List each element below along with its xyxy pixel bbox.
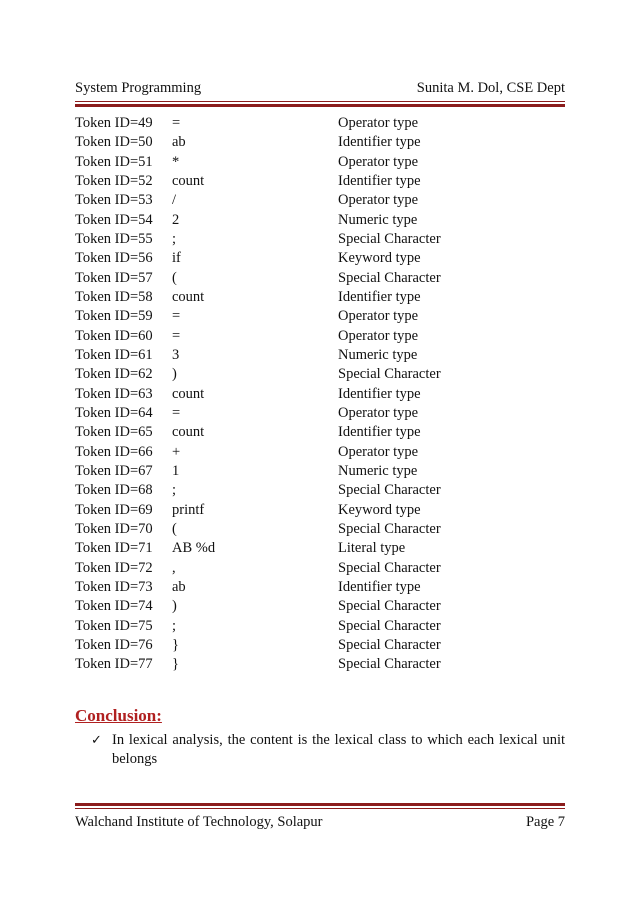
token-id: Token ID=56	[75, 250, 153, 267]
token-id: Token ID=68	[75, 482, 153, 499]
token-id: Token ID=67	[75, 462, 153, 479]
token-lexeme: ;	[172, 230, 177, 247]
token-lexeme: count	[172, 288, 205, 305]
token-type: Identifier type	[338, 134, 421, 151]
token-row	[75, 269, 565, 288]
token-row	[75, 346, 565, 365]
token-lexeme: (	[172, 520, 177, 537]
token-row	[75, 578, 565, 597]
token-type: Operator type	[338, 327, 419, 344]
token-id: Token ID=57	[75, 269, 153, 286]
token-table	[75, 114, 565, 675]
token-id: Token ID=75	[75, 617, 153, 634]
footer-page-number: Page 7	[525, 814, 565, 830]
token-type: Keyword type	[338, 250, 421, 267]
token-lexeme: /	[172, 192, 177, 209]
token-lexeme: count	[172, 172, 205, 189]
token-lexeme: }	[172, 656, 179, 673]
token-row	[75, 520, 565, 539]
token-id: Token ID=50	[75, 134, 153, 151]
token-lexeme: }	[172, 636, 179, 653]
token-type: Special Character	[338, 269, 441, 286]
token-id: Token ID=61	[75, 346, 153, 363]
token-type: Special Character	[338, 656, 441, 673]
token-row	[75, 191, 565, 210]
token-row	[75, 133, 565, 152]
token-type: Literal type	[338, 540, 406, 557]
token-row	[75, 327, 565, 346]
token-id: Token ID=64	[75, 404, 153, 421]
token-id: Token ID=62	[75, 366, 153, 383]
conclusion-bullet	[91, 731, 565, 769]
token-id: Token ID=53	[75, 192, 153, 209]
token-row	[75, 307, 565, 326]
token-id: Token ID=58	[75, 288, 153, 305]
token-row	[75, 462, 565, 481]
token-type: Special Character	[338, 520, 441, 537]
conclusion-bullet-text: In lexical analysis, the content is the lexical class to which each lexical unit belongs	[112, 732, 565, 767]
token-row	[75, 385, 565, 404]
token-type: Identifier type	[338, 385, 421, 402]
footer-rule-thin	[75, 808, 565, 809]
token-type: Operator type	[338, 192, 419, 209]
token-lexeme: 2	[172, 211, 180, 228]
header-author: Sunita M. Dol, CSE Dept	[416, 80, 565, 96]
token-type: Operator type	[338, 443, 419, 460]
token-id: Token ID=69	[75, 501, 153, 518]
token-row	[75, 423, 565, 442]
token-type: Keyword type	[338, 501, 421, 518]
token-row	[75, 481, 565, 500]
token-row	[75, 211, 565, 230]
token-id: Token ID=60	[75, 327, 153, 344]
footer-rule-thick	[75, 803, 565, 806]
conclusion-heading: Conclusion:	[75, 706, 162, 725]
footer-institute: Walchand Institute of Technology, Solapur	[75, 814, 323, 830]
token-lexeme: 3	[172, 346, 180, 363]
token-lexeme: ab	[172, 134, 186, 151]
token-id: Token ID=59	[75, 308, 153, 325]
header-rule-thick	[75, 104, 565, 107]
token-type: Special Character	[338, 482, 441, 499]
token-id: Token ID=63	[75, 385, 153, 402]
token-row	[75, 539, 565, 558]
checkmark-icon: ✓	[91, 733, 102, 748]
header-rule-thin	[75, 101, 565, 102]
token-lexeme: (	[172, 269, 177, 286]
token-row	[75, 365, 565, 384]
token-id: Token ID=74	[75, 598, 153, 615]
token-row	[75, 597, 565, 616]
token-row	[75, 443, 565, 462]
token-type: Identifier type	[338, 288, 421, 305]
token-lexeme: )	[172, 598, 177, 615]
token-type: Identifier type	[338, 172, 421, 189]
token-type: Identifier type	[338, 578, 421, 595]
token-type: Operator type	[338, 153, 419, 170]
token-id: Token ID=71	[75, 540, 153, 557]
token-lexeme: =	[172, 327, 181, 344]
token-id: Token ID=76	[75, 636, 153, 653]
token-row	[75, 501, 565, 520]
token-row	[75, 114, 565, 133]
token-type: Operator type	[338, 404, 419, 421]
token-type: Special Character	[338, 617, 441, 634]
token-lexeme: )	[172, 366, 177, 383]
token-lexeme: =	[172, 404, 181, 421]
token-row	[75, 230, 565, 249]
token-row	[75, 404, 565, 423]
token-type: Numeric type	[338, 462, 418, 479]
page-header	[75, 79, 565, 97]
token-id: Token ID=66	[75, 443, 153, 460]
token-lexeme: +	[172, 443, 181, 460]
token-id: Token ID=55	[75, 230, 153, 247]
token-id: Token ID=52	[75, 172, 153, 189]
token-id: Token ID=49	[75, 115, 153, 131]
token-id: Token ID=72	[75, 559, 153, 576]
token-type: Special Character	[338, 598, 441, 615]
token-row	[75, 153, 565, 172]
page-footer	[75, 813, 565, 831]
token-lexeme: printf	[172, 501, 205, 518]
token-lexeme: if	[172, 250, 181, 267]
token-lexeme: ;	[172, 617, 177, 634]
token-row	[75, 655, 565, 674]
token-lexeme: ab	[172, 578, 186, 595]
token-row	[75, 617, 565, 636]
token-type: Special Character	[338, 636, 441, 653]
token-id: Token ID=54	[75, 211, 153, 228]
token-type: Identifier type	[338, 424, 421, 441]
token-lexeme: AB %d	[172, 540, 216, 557]
token-lexeme: ;	[172, 482, 177, 499]
token-type: Numeric type	[338, 346, 418, 363]
token-lexeme: count	[172, 385, 205, 402]
token-row	[75, 249, 565, 268]
token-type: Special Character	[338, 559, 441, 576]
token-id: Token ID=51	[75, 153, 153, 170]
token-id: Token ID=70	[75, 520, 153, 537]
token-lexeme: =	[172, 308, 181, 325]
token-type: Numeric type	[338, 211, 418, 228]
token-row	[75, 172, 565, 191]
token-type: Operator type	[338, 115, 419, 131]
token-row	[75, 559, 565, 578]
token-type: Special Character	[338, 366, 441, 383]
token-type: Operator type	[338, 308, 419, 325]
token-row	[75, 636, 565, 655]
token-id: Token ID=77	[75, 656, 153, 673]
token-id: Token ID=73	[75, 578, 153, 595]
token-lexeme: ,	[172, 559, 176, 576]
token-lexeme: 1	[172, 462, 180, 479]
token-lexeme: *	[172, 153, 180, 170]
header-course-title: System Programming	[75, 80, 202, 96]
token-type: Special Character	[338, 230, 441, 247]
token-row	[75, 288, 565, 307]
token-lexeme: =	[172, 115, 181, 131]
token-id: Token ID=65	[75, 424, 153, 441]
token-lexeme: count	[172, 424, 205, 441]
